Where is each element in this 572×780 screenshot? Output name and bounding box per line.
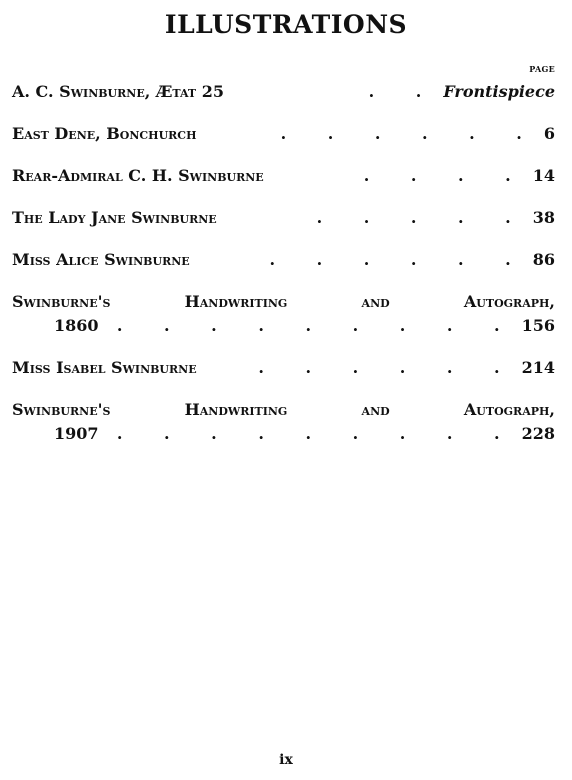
entry-label: Miss Isabel Swinburne xyxy=(12,358,197,377)
entry-label: East Dene, Bonchurch xyxy=(12,124,197,143)
entry-label: Rear-Admiral C. H. Swinburne xyxy=(12,166,264,185)
page-title: ILLUSTRATIONS xyxy=(164,10,408,39)
entry-continuation-line xyxy=(12,314,555,338)
list-item xyxy=(12,356,555,380)
entry-label-word: Autograph, xyxy=(463,292,555,311)
entry-page: 38 xyxy=(532,208,555,227)
entry-page: 86 xyxy=(532,250,555,269)
leader-dots: . . . . . . . . . xyxy=(116,424,518,443)
leader-dots: . . . . . . . . . xyxy=(116,316,518,335)
leader-dots: . . xyxy=(368,82,440,101)
entry-label-word: Handwriting xyxy=(184,292,288,311)
entry-label: Miss Alice Swinburne xyxy=(12,250,190,269)
entry-label-line xyxy=(12,290,555,314)
entry-page: 14 xyxy=(532,166,555,185)
entry-label-word: Autograph, xyxy=(463,400,555,419)
entry-page: 6 xyxy=(543,124,555,143)
leader-dots: . . . . . . xyxy=(269,250,529,269)
entry-label-word: Handwriting xyxy=(184,400,288,419)
list-item xyxy=(12,290,555,338)
list-item xyxy=(12,248,555,272)
entry-page: 214 xyxy=(521,358,555,377)
entry-page: 228 xyxy=(521,424,555,443)
page-number: ix xyxy=(279,752,293,768)
entry-page: 156 xyxy=(521,316,555,335)
list-item xyxy=(12,206,555,230)
entry-label-year: 1860 xyxy=(54,316,99,335)
entry-label: The Lady Jane Swinburne xyxy=(12,208,217,227)
entry-label-word: Swinburne's xyxy=(12,292,111,311)
entry-label-word: and xyxy=(361,292,390,311)
list-item xyxy=(12,80,555,104)
list-item xyxy=(12,398,555,446)
entry-label-line xyxy=(12,398,555,422)
entry-label-word: and xyxy=(361,400,390,419)
illustrations-list xyxy=(12,80,555,464)
leader-dots: . . . . xyxy=(363,166,529,185)
leader-dots: . . . . . xyxy=(316,208,529,227)
list-item xyxy=(12,164,555,188)
leader-dots: . . . . . . xyxy=(258,358,518,377)
leader-dots: . . . . . . xyxy=(280,124,540,143)
entry-label: A. C. Swinburne, Ætat 25 xyxy=(12,82,224,101)
entry-label-word: Swinburne's xyxy=(12,400,111,419)
list-item xyxy=(12,122,555,146)
page-column-header: PAGE xyxy=(529,64,555,74)
entry-label-year: 1907 xyxy=(54,424,99,443)
entry-continuation-line xyxy=(12,422,555,446)
entry-page: Frontispiece xyxy=(443,82,555,101)
